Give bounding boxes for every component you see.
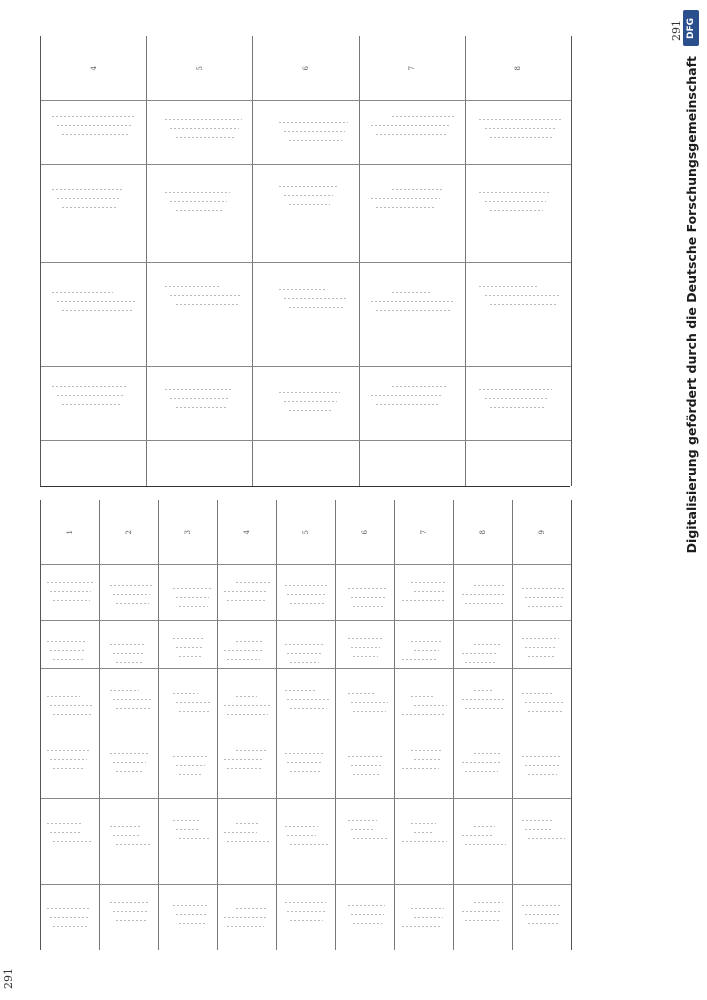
faint-entry-mark — [485, 398, 549, 399]
faint-entry-mark — [348, 588, 389, 589]
faint-entry-mark — [528, 606, 562, 607]
faint-entry-mark — [528, 711, 563, 712]
faint-entry-mark — [176, 765, 205, 766]
faint-entry-mark — [376, 404, 439, 405]
faint-entry-mark — [525, 829, 552, 830]
faint-entry-mark — [290, 771, 321, 772]
faint-entry-mark — [474, 753, 502, 754]
faint-entry-mark — [113, 699, 152, 700]
faint-entry-mark — [290, 920, 323, 921]
faint-entry-mark — [285, 902, 327, 903]
faint-entry-mark — [279, 289, 325, 290]
faint-entry-mark — [110, 644, 146, 645]
faint-entry-mark — [465, 708, 504, 709]
faint-entry-mark — [465, 603, 503, 604]
faint-entry-mark — [110, 690, 140, 691]
faint-entry-mark — [53, 841, 94, 842]
faint-entry-mark — [227, 926, 264, 927]
faint-entry-mark — [53, 926, 87, 927]
faint-entry-mark — [485, 201, 546, 202]
faint-entry-mark — [47, 750, 89, 751]
faint-entry-mark — [402, 841, 447, 842]
faint-entry-mark — [285, 690, 317, 691]
faint-entry-mark — [57, 198, 121, 199]
faint-entry-mark — [227, 841, 270, 842]
faint-entry-mark — [289, 307, 345, 308]
faint-entry-mark — [290, 662, 319, 663]
faint-entry-mark — [57, 301, 136, 302]
column-number: 4 — [243, 529, 251, 535]
faint-entry-mark — [47, 696, 81, 697]
faint-entry-mark — [287, 699, 329, 700]
faint-entry-mark — [179, 923, 205, 924]
faint-entry-mark — [224, 917, 265, 918]
faint-entry-mark — [522, 638, 559, 639]
page-number-top: 291 — [670, 20, 683, 41]
faint-entry-mark — [224, 705, 270, 706]
faint-entry-mark — [236, 641, 264, 642]
column-number: 5 — [302, 529, 310, 535]
column-number: 4 — [89, 65, 98, 71]
table-column — [218, 500, 277, 950]
faint-entry-mark — [376, 310, 451, 311]
faint-entry-mark — [57, 125, 133, 126]
faint-entry-mark — [53, 600, 90, 601]
faint-entry-mark — [176, 914, 207, 915]
faint-entry-mark — [371, 395, 443, 396]
faint-entry-mark — [287, 653, 321, 654]
faint-entry-mark — [116, 662, 143, 663]
faint-entry-mark — [351, 702, 389, 703]
faint-entry-mark — [173, 588, 211, 589]
faint-entry-mark — [62, 207, 118, 208]
faint-entry-mark — [411, 823, 437, 824]
faint-entry-mark — [402, 600, 444, 601]
faint-entry-mark — [170, 128, 238, 129]
faint-entry-mark — [53, 768, 86, 769]
faint-entry-mark — [179, 838, 211, 839]
column-number: 2 — [125, 529, 133, 535]
faint-entry-mark — [224, 650, 262, 651]
faint-entry-mark — [479, 119, 560, 120]
faint-entry-mark — [110, 585, 152, 586]
faint-entry-mark — [116, 603, 149, 604]
faint-entry-mark — [165, 119, 242, 120]
faint-entry-mark — [176, 647, 203, 648]
faint-entry-mark — [353, 656, 378, 657]
table-column — [395, 500, 454, 950]
faint-entry-mark — [284, 401, 337, 402]
faint-entry-mark — [110, 902, 149, 903]
faint-entry-mark — [392, 189, 443, 190]
faint-entry-mark — [287, 594, 327, 595]
table-upper-half — [40, 36, 572, 486]
faint-entry-mark — [411, 641, 441, 642]
faint-entry-mark — [52, 292, 113, 293]
faint-entry-mark — [414, 917, 443, 918]
faint-entry-mark — [474, 644, 500, 645]
table-column — [100, 500, 159, 950]
faint-entry-mark — [351, 829, 376, 830]
faint-entry-mark — [376, 207, 436, 208]
faint-entry-mark — [224, 832, 257, 833]
faint-entry-mark — [290, 603, 325, 604]
faint-entry-mark — [284, 131, 345, 132]
row-divider — [41, 164, 571, 165]
faint-entry-mark — [414, 759, 441, 760]
table-column — [454, 500, 513, 950]
faint-entry-mark — [474, 902, 504, 903]
faint-entry-mark — [371, 301, 454, 302]
faint-entry-mark — [47, 823, 82, 824]
faint-entry-mark — [62, 134, 129, 135]
faint-entry-mark — [165, 286, 219, 287]
faint-entry-mark — [116, 771, 144, 772]
table-column — [336, 500, 395, 950]
faint-entry-mark — [179, 606, 208, 607]
faint-entry-mark — [414, 591, 446, 592]
faint-entry-mark — [50, 705, 94, 706]
faint-entry-mark — [479, 286, 537, 287]
faint-entry-mark — [402, 714, 446, 715]
faint-entry-mark — [285, 644, 323, 645]
faint-entry-mark — [462, 762, 500, 763]
faint-entry-mark — [179, 711, 210, 712]
faint-entry-mark — [173, 820, 200, 821]
faint-entry-mark — [522, 588, 565, 589]
faint-entry-mark — [50, 759, 87, 760]
table-column — [41, 500, 100, 950]
faint-entry-mark — [462, 911, 501, 912]
faint-entry-mark — [227, 659, 260, 660]
table-column — [41, 36, 147, 486]
faint-entry-mark — [236, 823, 259, 824]
faint-entry-mark — [479, 192, 548, 193]
column-number: 9 — [538, 529, 546, 535]
faint-entry-mark — [353, 923, 381, 924]
table-column — [253, 36, 359, 486]
faint-entry-mark — [47, 582, 93, 583]
faint-entry-mark — [289, 140, 342, 141]
column-number: 3 — [184, 529, 192, 535]
faint-entry-mark — [290, 844, 329, 845]
row-divider — [41, 366, 571, 367]
faint-entry-mark — [376, 134, 448, 135]
faint-entry-mark — [392, 292, 431, 293]
faint-entry-mark — [284, 298, 348, 299]
faint-entry-mark — [50, 650, 85, 651]
faint-entry-mark — [371, 198, 439, 199]
faint-entry-mark — [402, 768, 439, 769]
row-divider — [41, 620, 571, 621]
table-column — [147, 36, 253, 486]
faint-entry-mark — [52, 116, 136, 117]
faint-entry-mark — [528, 656, 555, 657]
faint-entry-mark — [173, 905, 208, 906]
row-divider — [41, 668, 571, 669]
faint-entry-mark — [227, 600, 266, 601]
fold-line — [40, 486, 570, 487]
column-number: 5 — [195, 65, 204, 71]
faint-entry-mark — [348, 693, 376, 694]
faint-entry-mark — [224, 759, 263, 760]
faint-entry-mark — [289, 204, 330, 205]
dfg-logo-icon: DFG — [683, 10, 699, 46]
faint-entry-mark — [525, 914, 560, 915]
row-divider — [41, 884, 571, 885]
row-divider — [41, 564, 571, 565]
faint-entry-mark — [411, 908, 445, 909]
faint-entry-mark — [52, 386, 128, 387]
faint-entry-mark — [236, 750, 266, 751]
page-number-bottom: 291 — [2, 968, 15, 989]
faint-entry-mark — [285, 826, 319, 827]
faint-entry-mark — [411, 750, 443, 751]
faint-entry-mark — [414, 832, 435, 833]
table-column — [466, 36, 571, 486]
column-number: 7 — [408, 65, 417, 71]
faint-entry-mark — [474, 826, 495, 827]
faint-entry-mark — [176, 829, 199, 830]
faint-entry-mark — [392, 116, 454, 117]
faint-entry-mark — [285, 585, 330, 586]
table-column — [360, 36, 466, 486]
faint-entry-mark — [284, 195, 333, 196]
faint-entry-mark — [52, 189, 125, 190]
column-number: 6 — [302, 65, 310, 71]
row-divider — [41, 798, 571, 799]
faint-entry-mark — [113, 594, 151, 595]
faint-entry-mark — [462, 835, 493, 836]
faint-entry-mark — [525, 597, 563, 598]
faint-entry-mark — [53, 714, 92, 715]
faint-entry-mark — [528, 774, 557, 775]
faint-entry-mark — [353, 606, 384, 607]
faint-entry-mark — [47, 908, 91, 909]
faint-entry-mark — [173, 693, 199, 694]
faint-entry-mark — [236, 696, 257, 697]
faint-entry-mark — [522, 756, 560, 757]
faint-entry-mark — [525, 765, 559, 766]
faint-entry-mark — [528, 838, 565, 839]
faint-entry-mark — [279, 392, 340, 393]
faint-entry-mark — [485, 128, 558, 129]
faint-entry-mark — [110, 826, 141, 827]
faint-entry-mark — [173, 756, 207, 757]
faint-entry-mark — [490, 137, 554, 138]
faint-entry-mark — [116, 708, 151, 709]
faint-entry-mark — [525, 647, 557, 648]
faint-entry-mark — [227, 714, 268, 715]
faint-entry-mark — [113, 762, 146, 763]
faint-entry-mark — [290, 708, 327, 709]
faint-entry-mark — [279, 122, 348, 123]
faint-entry-mark — [490, 407, 546, 408]
faint-entry-mark — [411, 582, 448, 583]
column-number: 8 — [514, 65, 523, 71]
faint-entry-mark — [57, 395, 124, 396]
faint-entry-mark — [179, 656, 202, 657]
faint-entry-mark — [353, 838, 388, 839]
column-number: 6 — [361, 529, 369, 535]
faint-entry-mark — [465, 920, 500, 921]
faint-entry-mark — [348, 820, 378, 821]
faint-entry-mark — [50, 917, 89, 918]
faint-entry-mark — [402, 659, 437, 660]
table-column — [277, 500, 336, 950]
faint-entry-mark — [116, 920, 146, 921]
faint-entry-mark — [113, 835, 140, 836]
faint-entry-mark — [479, 389, 552, 390]
table-column — [159, 500, 218, 950]
faint-entry-mark — [224, 591, 268, 592]
faint-entry-mark — [173, 638, 205, 639]
faint-entry-mark — [62, 404, 121, 405]
faint-entry-mark — [411, 696, 435, 697]
column-number: 1 — [66, 529, 74, 535]
faint-entry-mark — [287, 835, 316, 836]
faint-entry-mark — [414, 650, 440, 651]
faint-entry-mark — [465, 844, 506, 845]
faint-entry-mark — [165, 192, 230, 193]
faint-entry-mark — [279, 186, 337, 187]
faint-entry-mark — [170, 295, 242, 296]
faint-entry-mark — [113, 911, 148, 912]
table-lower-half — [40, 500, 572, 950]
faint-entry-mark — [287, 762, 322, 763]
faint-entry-mark — [348, 638, 382, 639]
faint-entry-mark — [351, 647, 381, 648]
faint-entry-mark — [353, 711, 386, 712]
faint-entry-mark — [474, 690, 494, 691]
dfg-credit-text: Digitalisierung gefördert durch die Deutsche Forschungsgemeinschaft — [683, 56, 699, 554]
faint-entry-mark — [485, 295, 561, 296]
faint-entry-mark — [165, 389, 233, 390]
faint-entry-mark — [351, 765, 382, 766]
faint-entry-mark — [285, 753, 325, 754]
row-divider — [41, 100, 571, 101]
faint-entry-mark — [348, 756, 384, 757]
faint-entry-mark — [522, 905, 562, 906]
faint-entry-mark — [462, 699, 506, 700]
faint-entry-mark — [50, 591, 92, 592]
faint-entry-mark — [474, 585, 506, 586]
faint-entry-mark — [116, 844, 153, 845]
faint-entry-mark — [462, 594, 504, 595]
faint-entry-mark — [176, 210, 224, 211]
faint-entry-mark — [287, 911, 324, 912]
faint-entry-mark — [465, 662, 496, 663]
column-number: 8 — [479, 529, 487, 535]
faint-entry-mark — [62, 310, 133, 311]
faint-entry-mark — [170, 398, 230, 399]
faint-entry-mark — [525, 702, 565, 703]
faint-entry-mark — [348, 905, 386, 906]
faint-entry-mark — [176, 304, 239, 305]
faint-entry-mark — [353, 774, 380, 775]
row-divider — [41, 440, 571, 441]
faint-entry-mark — [53, 659, 84, 660]
table-column — [513, 500, 571, 950]
faint-entry-mark — [236, 908, 267, 909]
faint-entry-mark — [462, 653, 498, 654]
faint-entry-mark — [176, 407, 228, 408]
faint-entry-mark — [465, 771, 498, 772]
dfg-watermark — [681, 10, 701, 970]
faint-entry-mark — [522, 693, 552, 694]
faint-entry-mark — [176, 597, 210, 598]
faint-entry-mark — [351, 914, 384, 915]
faint-entry-mark — [47, 641, 87, 642]
faint-entry-mark — [50, 832, 81, 833]
faint-entry-mark — [528, 923, 559, 924]
faint-entry-mark — [371, 125, 451, 126]
faint-entry-mark — [414, 705, 448, 706]
column-number: 7 — [420, 529, 428, 535]
faint-entry-mark — [392, 386, 446, 387]
faint-entry-mark — [522, 820, 554, 821]
faint-entry-mark — [227, 768, 262, 769]
faint-entry-mark — [110, 753, 148, 754]
faint-entry-mark — [236, 582, 270, 583]
faint-entry-mark — [402, 926, 441, 927]
faint-entry-mark — [113, 653, 144, 654]
faint-entry-mark — [490, 304, 557, 305]
faint-entry-mark — [351, 597, 387, 598]
row-divider — [41, 262, 571, 263]
faint-entry-mark — [490, 210, 543, 211]
faint-entry-mark — [170, 201, 227, 202]
faint-entry-mark — [289, 410, 333, 411]
faint-entry-mark — [176, 702, 211, 703]
faint-entry-mark — [179, 774, 203, 775]
faint-entry-mark — [176, 137, 236, 138]
